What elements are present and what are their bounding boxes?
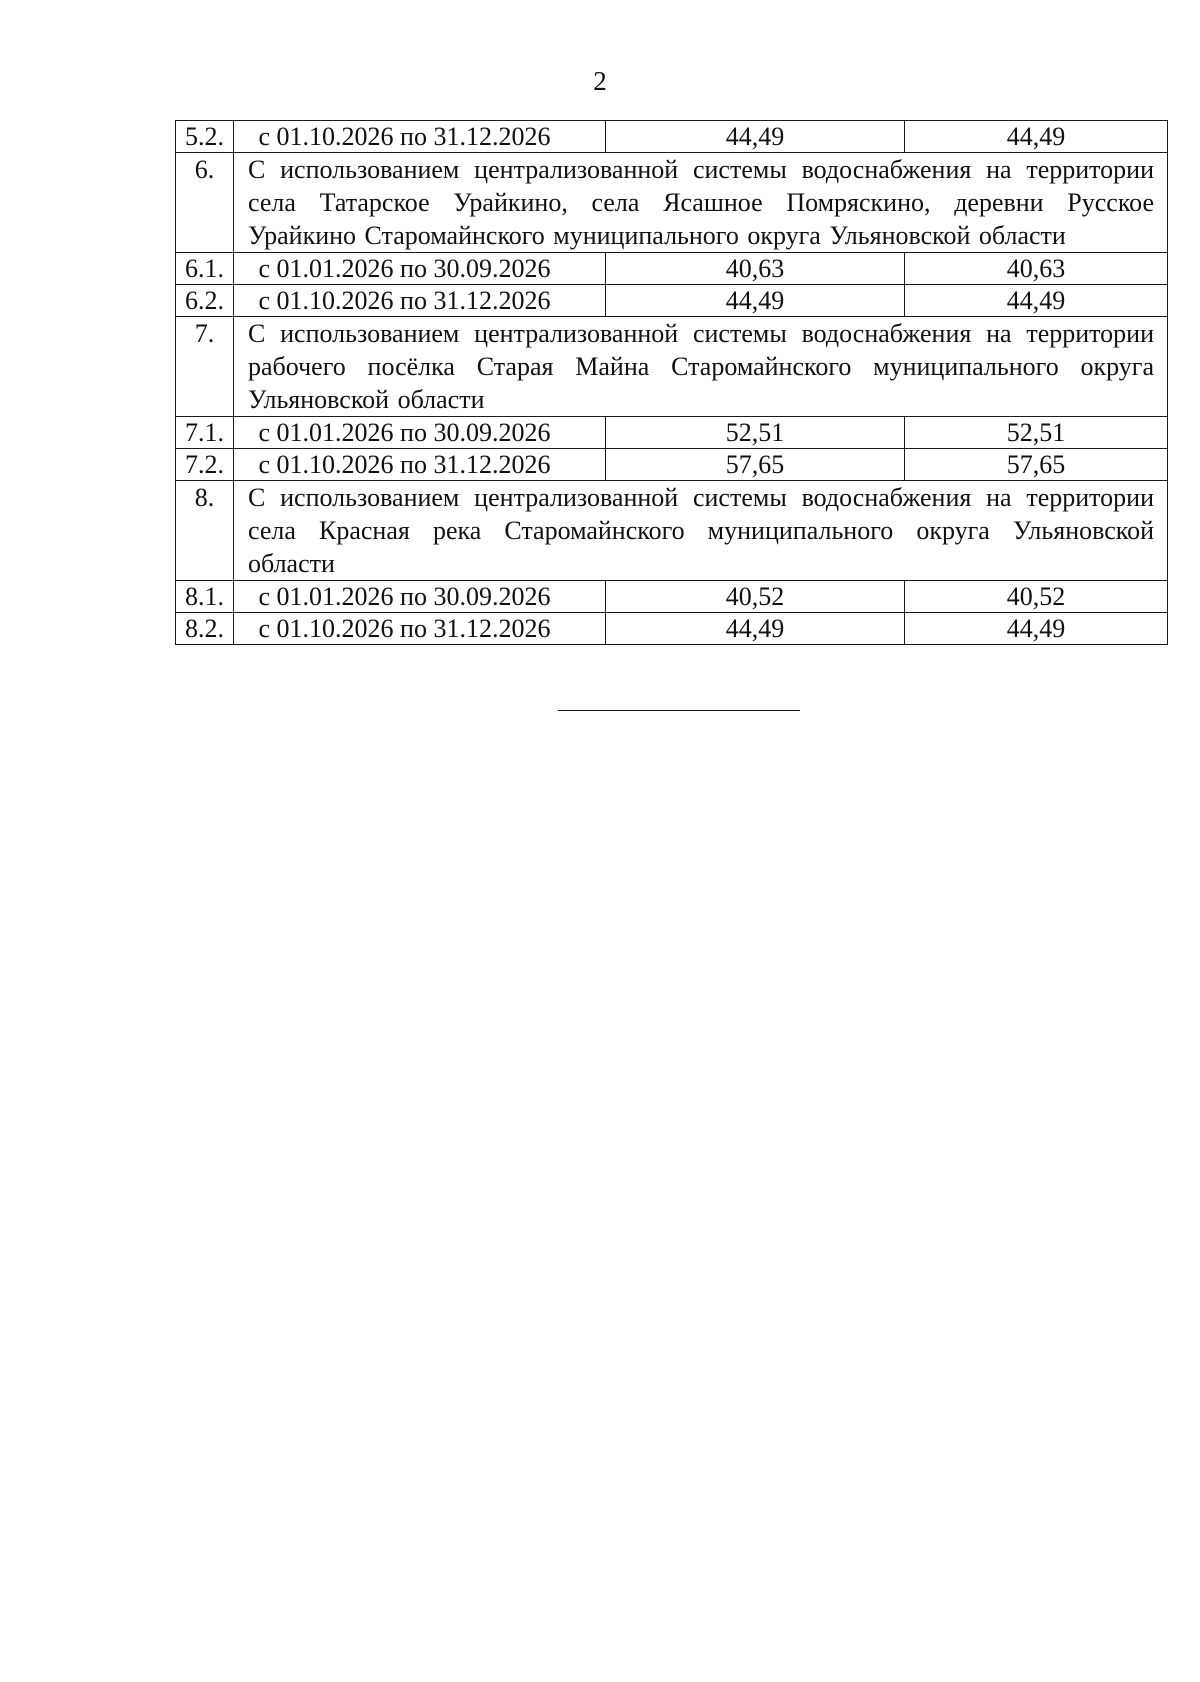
- section-number: 6.: [176, 153, 234, 253]
- table-row: [176, 253, 1168, 285]
- table-row: [176, 121, 1168, 153]
- row-value-1: 52,51: [606, 417, 905, 449]
- row-number: 8.2.: [176, 613, 234, 645]
- row-value-1: 40,52: [606, 581, 905, 613]
- row-value-1: 40,63: [606, 253, 905, 285]
- section-row: [176, 317, 1168, 417]
- section-row: [176, 481, 1168, 581]
- table-row: [176, 581, 1168, 613]
- row-value-2: 57,65: [905, 449, 1168, 481]
- table-row: [176, 417, 1168, 449]
- row-number: 7.2.: [176, 449, 234, 481]
- row-value-2: 44,49: [905, 613, 1168, 645]
- section-description: С использованием централизованной системы водоснабжения на территории рабочего посёлка Старая Майна Старомайнского муниципального округа Ульяновской области: [234, 317, 1168, 417]
- table-row: [176, 613, 1168, 645]
- row-value-1: 44,49: [606, 285, 905, 317]
- row-value-2: 40,52: [905, 581, 1168, 613]
- row-number: 5.2.: [176, 121, 234, 153]
- row-number: 6.2.: [176, 285, 234, 317]
- table-row: [176, 285, 1168, 317]
- tariff-table: [175, 120, 1168, 645]
- row-period: с 01.01.2026 по 30.09.2026: [234, 417, 606, 449]
- row-number: 8.1.: [176, 581, 234, 613]
- row-period: с 01.10.2026 по 31.12.2026: [234, 449, 606, 481]
- section-row: [176, 153, 1168, 253]
- row-period: с 01.10.2026 по 31.12.2026: [234, 121, 606, 153]
- table-row: [176, 449, 1168, 481]
- row-value-1: 57,65: [606, 449, 905, 481]
- section-description: С использованием централизованной системы водоснабжения на территории села Татарское Урайкино, села Ясашное Помряскино, деревни Русское Урайкино Старомайнского муниципального округа Ульяновской области: [234, 153, 1168, 253]
- end-of-document-rule: [558, 710, 800, 711]
- row-value-2: 44,49: [905, 121, 1168, 153]
- row-period: с 01.10.2026 по 31.12.2026: [234, 285, 606, 317]
- row-value-2: 52,51: [905, 417, 1168, 449]
- row-value-1: 44,49: [606, 613, 905, 645]
- row-number: 6.1.: [176, 253, 234, 285]
- row-value-1: 44,49: [606, 121, 905, 153]
- section-number: 8.: [176, 481, 234, 581]
- page-number: 2: [593, 66, 607, 96]
- row-number: 7.1.: [176, 417, 234, 449]
- row-period: с 01.10.2026 по 31.12.2026: [234, 613, 606, 645]
- row-period: с 01.01.2026 по 30.09.2026: [234, 581, 606, 613]
- section-description: С использованием централизованной системы водоснабжения на территории села Красная река Старомайнского муниципального округа Ульяновской области: [234, 481, 1168, 581]
- row-value-2: 44,49: [905, 285, 1168, 317]
- row-value-2: 40,63: [905, 253, 1168, 285]
- section-number: 7.: [176, 317, 234, 417]
- row-period: с 01.01.2026 по 30.09.2026: [234, 253, 606, 285]
